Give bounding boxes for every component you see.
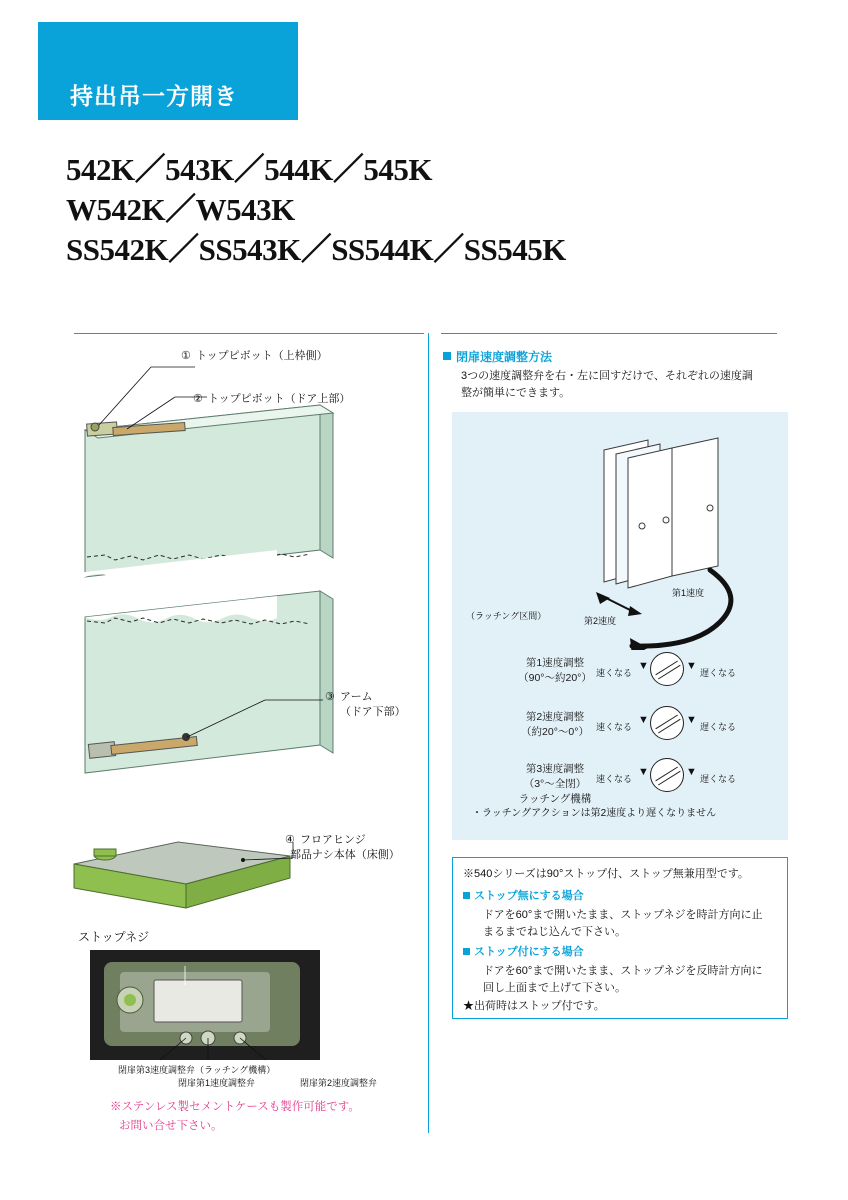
adjust-1-right-arrow-icon: ▼ <box>686 660 697 672</box>
adjust-2-right-arrow-icon: ▼ <box>686 714 697 726</box>
divider-top-left <box>74 333 424 334</box>
callout-3 <box>340 690 373 705</box>
adjust-1-left-label: 速くなる <box>596 668 633 678</box>
adjust-3-title: 第3速度調整 <box>525 763 585 775</box>
adjust-2-right-label: 遅くなる <box>700 722 737 732</box>
callout-4-badge: ④ <box>285 834 295 846</box>
adjust-2-left-label: 速くなる <box>596 722 633 732</box>
adjust-1-left-arrow-icon: ▼ <box>638 660 649 672</box>
callout-1-text: トップピボット（上枠側） <box>196 350 328 362</box>
stop-notes-box <box>452 857 788 1019</box>
callout-3-badge: ③ <box>325 691 335 703</box>
adjust-1-range: （90°〜約20°） <box>518 672 592 684</box>
note-body-1b: まるまでねじ込んで下さい。 <box>483 926 626 938</box>
model-number-list <box>66 150 566 270</box>
adjust-3-right-label: 遅くなる <box>700 774 737 784</box>
adjust-3-range: （3°〜全閉） <box>523 778 587 790</box>
note-series: ※540シリーズは90°ストップ付、ストップ無兼用型です。 <box>463 868 749 880</box>
floor-hinge-body-drawing <box>58 828 308 918</box>
adjust-2-knob-icon[interactable] <box>650 706 684 740</box>
note-head-2-text: ストップ付にする場合 <box>474 946 584 958</box>
adjust-2-title: 第2速度調整 <box>525 711 585 723</box>
adjust-3-right-arrow-icon: ▼ <box>686 766 697 778</box>
model-line-3: SS542K／SS543K／SS544K／SS545K <box>66 232 566 267</box>
adjust-3-left-arrow-icon: ▼ <box>638 766 649 778</box>
note-body-2a: ドアを60°まで開いたまま、ストップネジを反時計方向に <box>483 965 763 977</box>
square-bullet-icon-3 <box>463 948 470 955</box>
callout-2 <box>208 392 350 407</box>
valve1-label: 閉扉第1速度調整弁 <box>178 1078 256 1088</box>
callout-2-badge: ② <box>193 393 203 405</box>
section-body <box>461 368 753 402</box>
stop-screw-label: ストップネジ <box>78 930 150 944</box>
speed1-label: 第1速度 <box>672 588 705 598</box>
callout-4 <box>300 833 366 848</box>
speed2-label: 第2速度 <box>584 616 617 626</box>
square-bullet-icon <box>443 352 451 360</box>
adjust-3-extra: ラッチング機構 <box>518 793 592 805</box>
note-star: ★出荷時はストップ付です。 <box>463 1000 605 1012</box>
note-head-1-text: ストップ無にする場合 <box>474 890 584 902</box>
square-bullet-icon-2 <box>463 892 470 899</box>
callout-4-sub: 部品ナシ本体（床側） <box>290 849 400 861</box>
adjust-1-title: 第1速度調整 <box>525 657 585 669</box>
callout-1 <box>196 349 328 364</box>
adjust-3-knob-icon[interactable] <box>650 758 684 792</box>
valve3-label: 閉扉第3速度調整弁（ラッチング機構） <box>118 1065 276 1075</box>
hinge-photo <box>90 950 320 1070</box>
stainless-footnote <box>110 1098 360 1136</box>
section-heading <box>443 348 552 365</box>
note-body-2b: 回し上面まで上げて下さい。 <box>483 982 626 994</box>
footnote-line-1: ※ステンレス製セメントケースも製作可能です。 <box>110 1101 360 1113</box>
note-head-2 <box>463 944 584 961</box>
page-title: 持出吊一方開き <box>70 83 238 109</box>
latching-zone-label: （ラッチング区間） <box>466 611 547 621</box>
section-body-line-2: 整が簡単にできます。 <box>461 387 571 399</box>
callout-2-text: トップピボット（ドア上部） <box>208 393 351 405</box>
callout-1-badge: ① <box>181 350 191 362</box>
adjust-1-knob-icon[interactable] <box>650 652 684 686</box>
latching-note: ・ラッチングアクションは第2速度より遅くなりません <box>472 808 717 819</box>
adjust-2-left-arrow-icon: ▼ <box>638 714 649 726</box>
adjust-3-left-label: 速くなる <box>596 774 633 784</box>
valve2-label: 閉扉第2速度調整弁 <box>300 1078 378 1088</box>
section-body-line-1: 3つの速度調整弁を右・左に回すだけで、それぞれの速度調 <box>461 370 753 382</box>
footnote-line-2: お問い合せ下さい。 <box>119 1120 223 1132</box>
model-line-2: W542K／W543K <box>66 192 295 227</box>
callout-4-text: フロアヒンジ <box>300 834 366 846</box>
divider-top-right <box>441 333 777 334</box>
callout-3-text: アーム <box>340 691 373 703</box>
section-heading-text: 閉扉速度調整方法 <box>456 350 553 364</box>
note-head-1 <box>463 888 584 905</box>
model-line-1: 542K／543K／544K／545K <box>66 152 432 187</box>
door-assembly-drawing <box>55 345 475 905</box>
note-body-1a: ドアを60°まで開いたまま、ストップネジを時計方向に止 <box>483 909 763 921</box>
adjust-1-right-label: 遅くなる <box>700 668 737 678</box>
adjust-2-range: （約20°〜0°） <box>521 726 589 738</box>
callout-3-sub: （ドア下部） <box>340 706 406 718</box>
